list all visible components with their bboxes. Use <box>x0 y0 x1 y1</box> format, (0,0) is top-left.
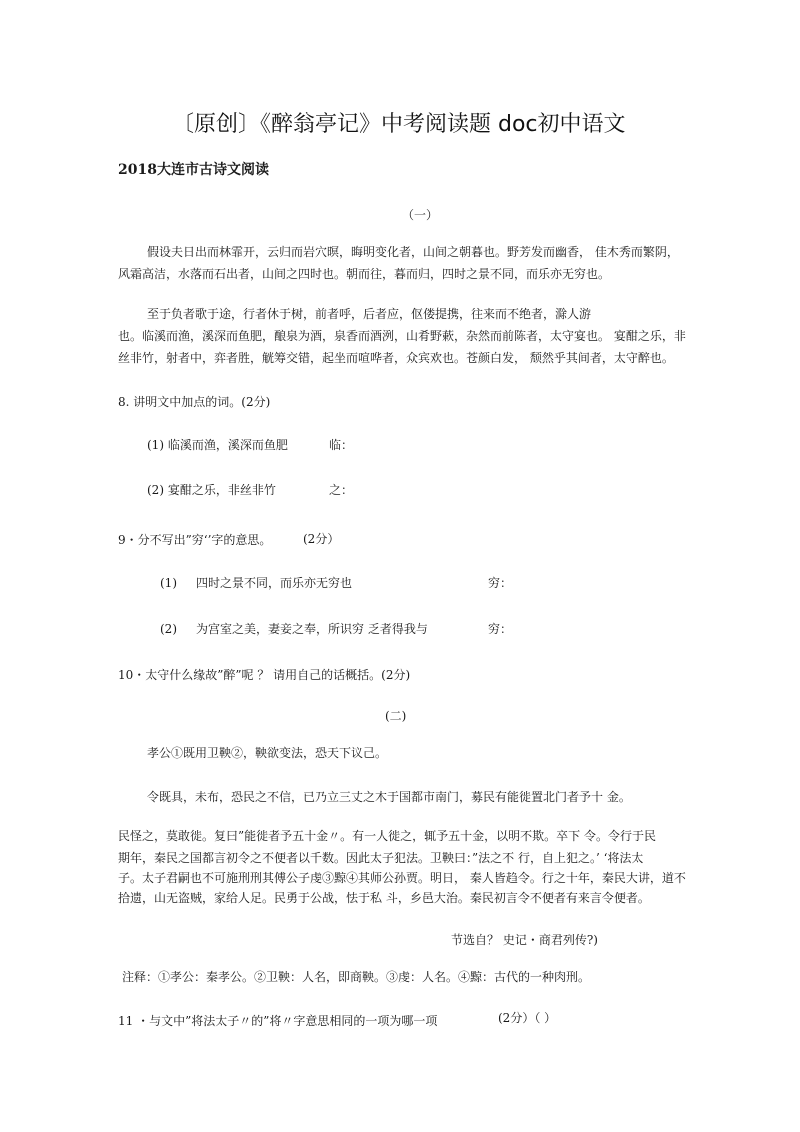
passage-1-line: 风霜高洁，水落而石出者，山间之四时也。朝而往，暮而归，四时之景不同，而乐亦无穷也。 <box>118 267 611 281</box>
question-8-item-1-answer: 临： <box>329 438 354 452</box>
question-9-item-2: 为宫室之美，妻妾之奉，所识穷 乏者得我与 <box>196 622 428 636</box>
passage-2-source: 节选自？ 史记・商君列传?) <box>451 933 598 947</box>
page-title: 〔原创〕《醉翁亭记》中考阅读题 doc初中语文 <box>172 112 626 137</box>
question-9-score: (2分） <box>303 532 340 546</box>
passage-2-line: 令既具，未布，恐民之不信，已乃立三丈之木于国都市南门，募民有能徙置北门者予十 金。 <box>147 790 631 804</box>
passage-2-heading: (二) <box>385 709 407 723</box>
question-9-item-2-number: (2) <box>160 622 177 636</box>
question-8-item-1: (1) 临溪而渔，溪深而鱼肥 <box>147 438 288 452</box>
passage-2-notes: 注释：①孝公：秦孝公。②卫鞅：人名，即商鞅。③虔：人名。④黥：古代的一种肉刑。 <box>122 970 591 984</box>
passage-2-line: 拾遗，山无盗贼，家给人足。民勇于公战，怯于私 斗，乡邑大治。秦民初言令不便者有来言令便者。 <box>118 891 650 905</box>
passage-2-line: 民怪之，莫敢徙。复曰”能徙者予五十金〃。有一人徙之，辄予五十金，以明不欺。卒下 令。令行于民 <box>118 829 656 843</box>
passage-2-line: 子。太子君嗣也不可施刑刑其傅公子虔③黥④其师公孙贾。明日， 秦人皆趋令。行之十年，秦民大讲，道不 <box>118 871 686 885</box>
section-subtitle: 2018大连市古诗文阅读 <box>118 162 269 178</box>
question-8-item-2: (2) 宴酣之乐，非丝非竹 <box>147 483 276 497</box>
passage-1-line: 假设夫日出而林霏开，云归而岩穴暝，晦明变化者，山间之朝暮也。野芳发而幽香， 佳木秀而繁阴， <box>147 245 679 259</box>
passage-2-line: 孝公①既用卫鞅②，鞅欲变法，恐天下议己。 <box>147 746 388 760</box>
passage-1-line: 丝非竹，射者中，弈者胜，觥筹交错，起坐而喧哗者，众宾欢也。苍颜白发， 颓然乎其间者，太守醉也。 <box>118 351 674 365</box>
question-11-stem: 11 ・与文中”将法太子〃的”将〃字意思相同的一项为哪一项 <box>118 1014 438 1028</box>
question-9-stem: 9・分不写出”穷‘’字的意思。 <box>118 533 272 547</box>
question-9-item-1-number: (1) <box>160 576 177 590</box>
passage-1-line: 也。临溪而渔，溪深而鱼肥，酿泉为酒，泉香而酒洌，山肴野蔌，杂然而前陈者，太守宴也。 宴酣之乐，非 <box>118 329 686 343</box>
question-8-stem: 8. 讲明文中加点的词。(2分) <box>118 395 271 409</box>
question-9-item-1-answer: 穷： <box>488 576 513 590</box>
question-9-item-2-answer: 穷： <box>488 622 513 636</box>
passage-1-heading: （一） <box>402 208 439 222</box>
passage-1-line: 至于负者歌于途，行者休于树，前者呼，后者应，伛偻提携，往来而不绝者，滁人游 <box>147 307 592 321</box>
question-8-item-2-answer: 之： <box>329 483 354 497</box>
question-9-item-1: 四时之景不同，而乐亦无穷也 <box>196 576 353 590</box>
passage-2-line: 期年，秦民之国都言初令之不便者以千数。因此太子犯法。卫鞅曰：”法之不 行，自上犯之。’ ‘将法太 <box>118 851 644 865</box>
question-11-score: (2分）（ ） <box>498 1011 557 1025</box>
question-10-stem: 10・太守什么缘故”醉”呢 ？ 请用自己的话概括。(2分) <box>118 668 411 682</box>
